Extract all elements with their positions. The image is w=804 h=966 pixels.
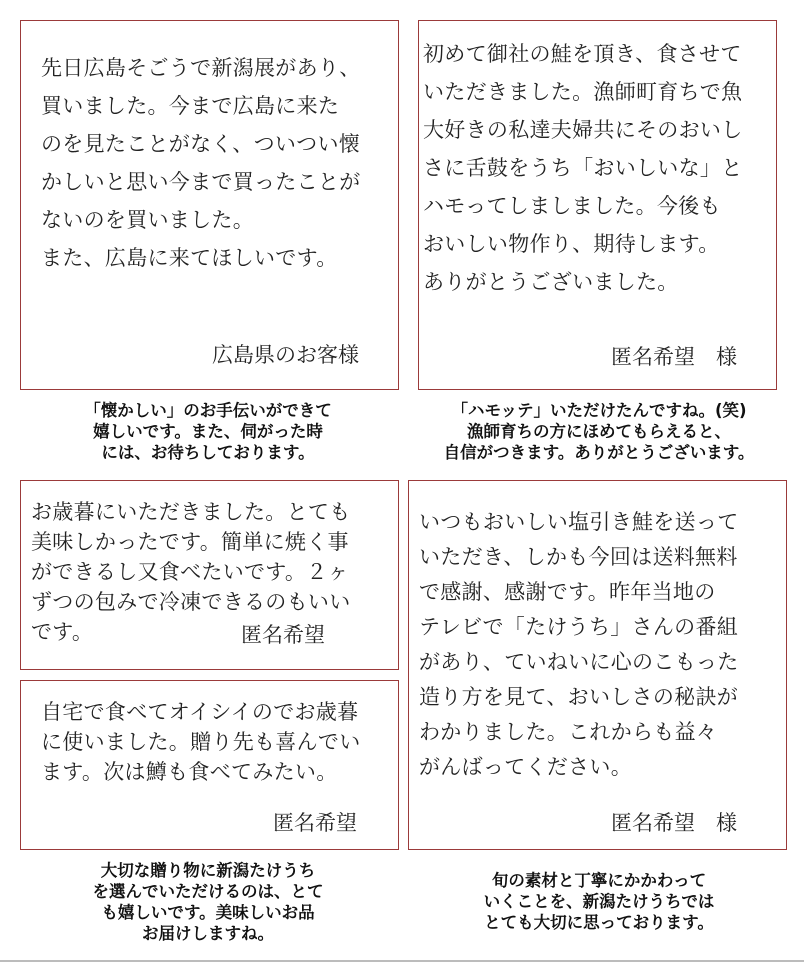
review-signature: 匿名希望 様 <box>611 345 737 369</box>
reply-text: 旬の素材と丁寧にかかわって いくことを、新潟たけうちでは とても大切に思っております。 <box>483 871 715 932</box>
reply-text: 「懐かしい」のお手伝いができて 嬉しいです。また、伺がった時 には、お待ちしております。 <box>84 401 332 462</box>
review-card-4 <box>20 680 399 850</box>
review-text: 先日広島そごうで新潟展があり、 買いました。今まで広島に来た のを見たことがなく、ついつい懐 かしいと思い今まで買ったことが ないのを買いました。 また、広島に来てほしいです。 <box>41 56 361 270</box>
review-card-2 <box>418 20 777 390</box>
review-signature: 匿名希望 様 <box>611 811 737 835</box>
review-text: 初めて御社の鮭を頂き、食させて いただきました。漁師町育ちで魚 大好きの私達夫婦共にそのおいし さに舌鼓をうち「おいしいな」と ハモってしましました。今後も おいしい物作り、期待します。 ありがとうございました。 <box>423 42 743 294</box>
review-text: お歳暮にいただきました。とても 美味しかったです。簡単に焼く事 ができるし又食べたいです。２ヶ ずつの包みで冷凍できるのもいい です。 <box>31 500 351 644</box>
review-card-1 <box>20 20 399 390</box>
review-signature: 広島県のお客様 <box>212 343 359 367</box>
review-signature: 匿名希望 <box>273 811 357 835</box>
page-bottom-divider <box>0 960 804 962</box>
review-signature: 匿名希望 <box>241 623 325 647</box>
review-card-5 <box>408 480 787 850</box>
review-card-3 <box>20 480 399 670</box>
review-text: いつもおいしい塩引き鮭を送って いただき、しかも今回は送料無料 で感謝、感謝です。昨年当地の テレビで「たけうち」さんの番組 があり、ていねいに心のこもった 造り方を見て、おいしさの秘訣が わかりました。これからも益々 がんばってください。 <box>419 510 739 779</box>
reply-text: 「ハモッテ」いただけたんですね。(笑) 漁師育ちの方にほめてもらえると、 自信がつきます。ありがとうございます。 <box>443 401 755 462</box>
review-text: 自宅で食べてオイシイのでお歳暮 に使いました。贈り先も喜んでい ます。次は鱒も食べてみたい。 <box>41 700 361 784</box>
reply-text: 大切な贈り物に新潟たけうち を選んでいただけるのは、とて も嬉しいです。美味しいお品 お届けしますね。 <box>92 861 324 943</box>
